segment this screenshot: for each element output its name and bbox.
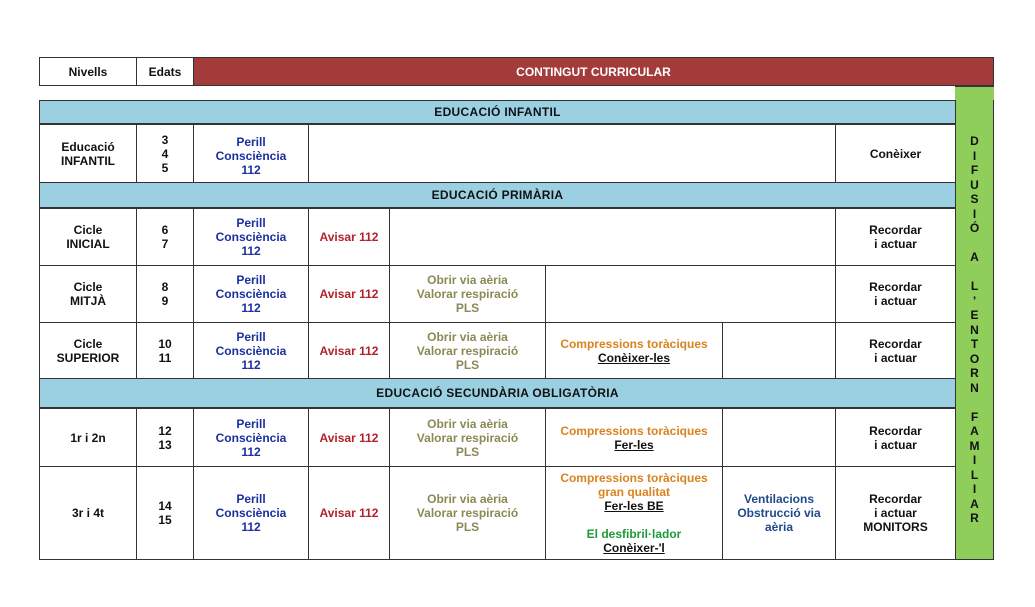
row-eso34-ventilacions xyxy=(722,466,836,560)
final-line: i actuar xyxy=(874,294,917,308)
avisar-text: Avisar 112 xyxy=(319,506,379,520)
age: 8 xyxy=(161,280,169,294)
age: 12 xyxy=(158,423,172,438)
row-eso34-ages xyxy=(136,466,194,560)
via-line: Obrir via aèria xyxy=(427,416,508,431)
row-superior-compressions xyxy=(545,322,723,379)
row-infantil-empty xyxy=(308,124,836,183)
age: 13 xyxy=(158,437,172,452)
header-nivells-label: Nivells xyxy=(68,64,108,79)
ventilacions-line: aèria xyxy=(764,520,794,534)
row-infantil-ages xyxy=(136,124,194,183)
side-label-letter: F xyxy=(970,163,979,177)
section-eso xyxy=(39,378,956,408)
ventilacions-line: Obstrucció via xyxy=(737,506,821,520)
perill-line: Perill xyxy=(236,216,266,230)
section-infantil-label: EDUCACIÓ INFANTIL xyxy=(434,105,561,119)
level-line: Cicle xyxy=(73,280,103,294)
perill-line: Perill xyxy=(236,134,266,149)
via-line: PLS xyxy=(455,444,480,459)
age: 15 xyxy=(158,513,172,527)
side-label-letter: I xyxy=(972,453,977,467)
level-line: SUPERIOR xyxy=(56,350,120,365)
side-label-text xyxy=(956,134,993,526)
age: 9 xyxy=(161,294,169,308)
final-text: Conèixer xyxy=(869,146,922,161)
via-line: Valorar respiració xyxy=(416,343,519,358)
row-mitja-avisar xyxy=(308,265,390,323)
side-label-letter: R xyxy=(970,366,979,380)
row-mitja-via xyxy=(389,265,546,323)
row-superior-via xyxy=(389,322,546,379)
side-label-letter: O xyxy=(969,351,980,366)
perill-line: Consciència xyxy=(215,287,287,301)
perill-line: Perill xyxy=(236,329,266,344)
via-line: PLS xyxy=(455,520,480,534)
compressions-text: gran qualitat xyxy=(597,485,670,499)
side-label-letter: R xyxy=(970,511,979,525)
row-eso12-ages xyxy=(136,408,194,467)
perill-line: Consciència xyxy=(215,430,287,445)
side-label-letter: ’ xyxy=(972,293,977,308)
avisar-text: Avisar 112 xyxy=(319,230,379,244)
row-eso12-compressions xyxy=(545,408,723,467)
header-nivells xyxy=(39,57,137,86)
via-line: Valorar respiració xyxy=(416,430,519,445)
row-mitja-level xyxy=(39,265,137,323)
row-superior-avisar xyxy=(308,322,390,379)
perill-line: Perill xyxy=(236,492,266,506)
row-mitja-ages xyxy=(136,265,194,323)
via-line: Valorar respiració xyxy=(416,287,519,301)
header-contingut xyxy=(193,57,994,86)
level-line: 3r i 4t xyxy=(71,506,104,520)
side-label-column xyxy=(955,86,994,560)
side-label-letter: L xyxy=(970,279,979,293)
compressions-text: Compressions toràciques xyxy=(560,336,708,351)
row-eso34-level xyxy=(39,466,137,560)
compressions-text: Compressions toràciques xyxy=(560,423,708,438)
row-eso12-empty xyxy=(722,408,836,467)
perill-line: Consciència xyxy=(215,148,287,163)
compressions-action: Fer-les xyxy=(614,437,654,452)
via-line: PLS xyxy=(455,357,480,372)
row-inicial-perill xyxy=(193,208,309,266)
compressions-action: Fer-les BE xyxy=(604,499,664,513)
row-superior-empty xyxy=(722,322,836,379)
final-line: i actuar xyxy=(874,237,917,251)
perill-line: Consciència xyxy=(215,506,287,520)
level-line: Educació xyxy=(61,139,115,154)
final-line: Recordar xyxy=(869,223,922,237)
ventilacions-line: Ventilacions xyxy=(743,492,815,506)
avisar-text: Avisar 112 xyxy=(319,430,379,445)
side-label-letter: D xyxy=(970,134,979,148)
side-label-letter: M xyxy=(969,438,980,453)
level-line: Cicle xyxy=(73,223,103,237)
row-infantil-perill xyxy=(193,124,309,183)
side-label-letter xyxy=(973,265,976,280)
header-contingut-label: CONTINGUT CURRICULAR xyxy=(516,64,671,79)
age: 3 xyxy=(161,132,169,147)
side-label-letter: U xyxy=(970,177,979,192)
side-label-letter: S xyxy=(970,192,979,206)
row-inicial-avisar xyxy=(308,208,390,266)
side-label-letter: F xyxy=(970,409,979,424)
age: 11 xyxy=(158,350,172,365)
row-mitja-empty xyxy=(545,265,836,323)
level-line: INICIAL xyxy=(66,237,110,251)
row-eso12-final xyxy=(835,408,956,467)
avisar-text: Avisar 112 xyxy=(319,287,379,301)
final-line: MONITORS xyxy=(863,520,928,534)
final-line: i actuar xyxy=(874,506,917,520)
row-eso34-via xyxy=(389,466,546,560)
perill-line: 112 xyxy=(241,520,261,534)
side-label-letter xyxy=(973,395,976,410)
side-label-letter: N xyxy=(970,322,979,337)
side-label-letter: Ó xyxy=(969,221,980,235)
perill-line: 112 xyxy=(241,162,261,177)
final-line: Recordar xyxy=(869,280,922,294)
row-mitja-final xyxy=(835,265,956,323)
perill-line: Consciència xyxy=(215,343,287,358)
via-line: PLS xyxy=(455,301,480,315)
side-label-letter: I xyxy=(972,482,977,496)
age: 14 xyxy=(158,499,172,513)
side-label-letter: A xyxy=(970,250,979,264)
compressions-text: Compressions toràciques xyxy=(560,471,708,485)
header-edats-label: Edats xyxy=(148,64,182,79)
side-label-letter: E xyxy=(970,308,979,322)
via-line: Obrir via aèria xyxy=(427,329,508,344)
level-line: MITJÀ xyxy=(70,294,106,308)
final-line: Recordar xyxy=(869,423,922,438)
row-eso12-perill xyxy=(193,408,309,467)
perill-line: Perill xyxy=(236,273,266,287)
perill-line: Consciència xyxy=(215,230,287,244)
side-label-letter: I xyxy=(972,206,977,221)
row-inicial-final xyxy=(835,208,956,266)
side-label-letter: L xyxy=(970,467,979,482)
side-label-letter xyxy=(973,236,976,251)
age: 6 xyxy=(161,223,169,237)
level-line: INFANTIL xyxy=(61,153,115,168)
row-eso12-avisar xyxy=(308,408,390,467)
row-infantil-final xyxy=(835,124,956,183)
row-eso12-via xyxy=(389,408,546,467)
perill-line: 112 xyxy=(241,244,261,258)
row-eso34-avisar xyxy=(308,466,390,560)
row-superior-final xyxy=(835,322,956,379)
row-inicial-level xyxy=(39,208,137,266)
side-label-cap xyxy=(955,86,994,100)
section-primaria-label: EDUCACIÓ PRIMÀRIA xyxy=(431,188,564,202)
row-eso12-level xyxy=(39,408,137,467)
avisar-text: Avisar 112 xyxy=(319,343,379,358)
header-edats xyxy=(136,57,194,86)
section-infantil xyxy=(39,100,956,124)
row-infantil-level xyxy=(39,124,137,183)
perill-line: 112 xyxy=(241,444,261,459)
level-line: Cicle xyxy=(73,336,103,351)
section-eso-label: EDUCACIÓ SECUNDÀRIA OBLIGATÒRIA xyxy=(376,386,619,400)
perill-line: 112 xyxy=(241,301,261,315)
side-label-letter: I xyxy=(972,148,977,163)
final-line: Recordar xyxy=(869,492,922,506)
perill-line: 112 xyxy=(241,357,261,372)
row-mitja-perill xyxy=(193,265,309,323)
desfibril-action: Conèixer-'l xyxy=(603,541,665,555)
side-label-letter: T xyxy=(970,337,979,351)
row-inicial-empty xyxy=(389,208,836,266)
row-superior-level xyxy=(39,322,137,379)
side-label-letter: A xyxy=(970,424,979,438)
level-line: 1r i 2n xyxy=(70,430,106,445)
perill-line: Perill xyxy=(236,416,266,431)
age: 4 xyxy=(161,146,169,161)
section-primaria xyxy=(39,182,956,208)
age: 7 xyxy=(161,237,169,251)
desfibril-text: El desfibril·lador xyxy=(586,527,682,541)
row-eso34-perill xyxy=(193,466,309,560)
age: 10 xyxy=(158,336,172,351)
row-inicial-ages xyxy=(136,208,194,266)
row-eso34-final xyxy=(835,466,956,560)
compressions-action: Conèixer-les xyxy=(597,350,671,365)
side-label-letter: N xyxy=(970,380,979,395)
age: 5 xyxy=(161,160,169,175)
final-line: i actuar xyxy=(874,437,917,452)
row-superior-ages xyxy=(136,322,194,379)
via-line: Obrir via aèria xyxy=(427,492,508,506)
final-line: Recordar xyxy=(869,336,922,351)
via-line: Valorar respiració xyxy=(416,506,519,520)
row-superior-perill xyxy=(193,322,309,379)
via-line: Obrir via aèria xyxy=(427,273,508,287)
final-line: i actuar xyxy=(874,350,917,365)
side-label-letter: A xyxy=(970,496,979,511)
row-eso34-compressions xyxy=(545,466,723,560)
